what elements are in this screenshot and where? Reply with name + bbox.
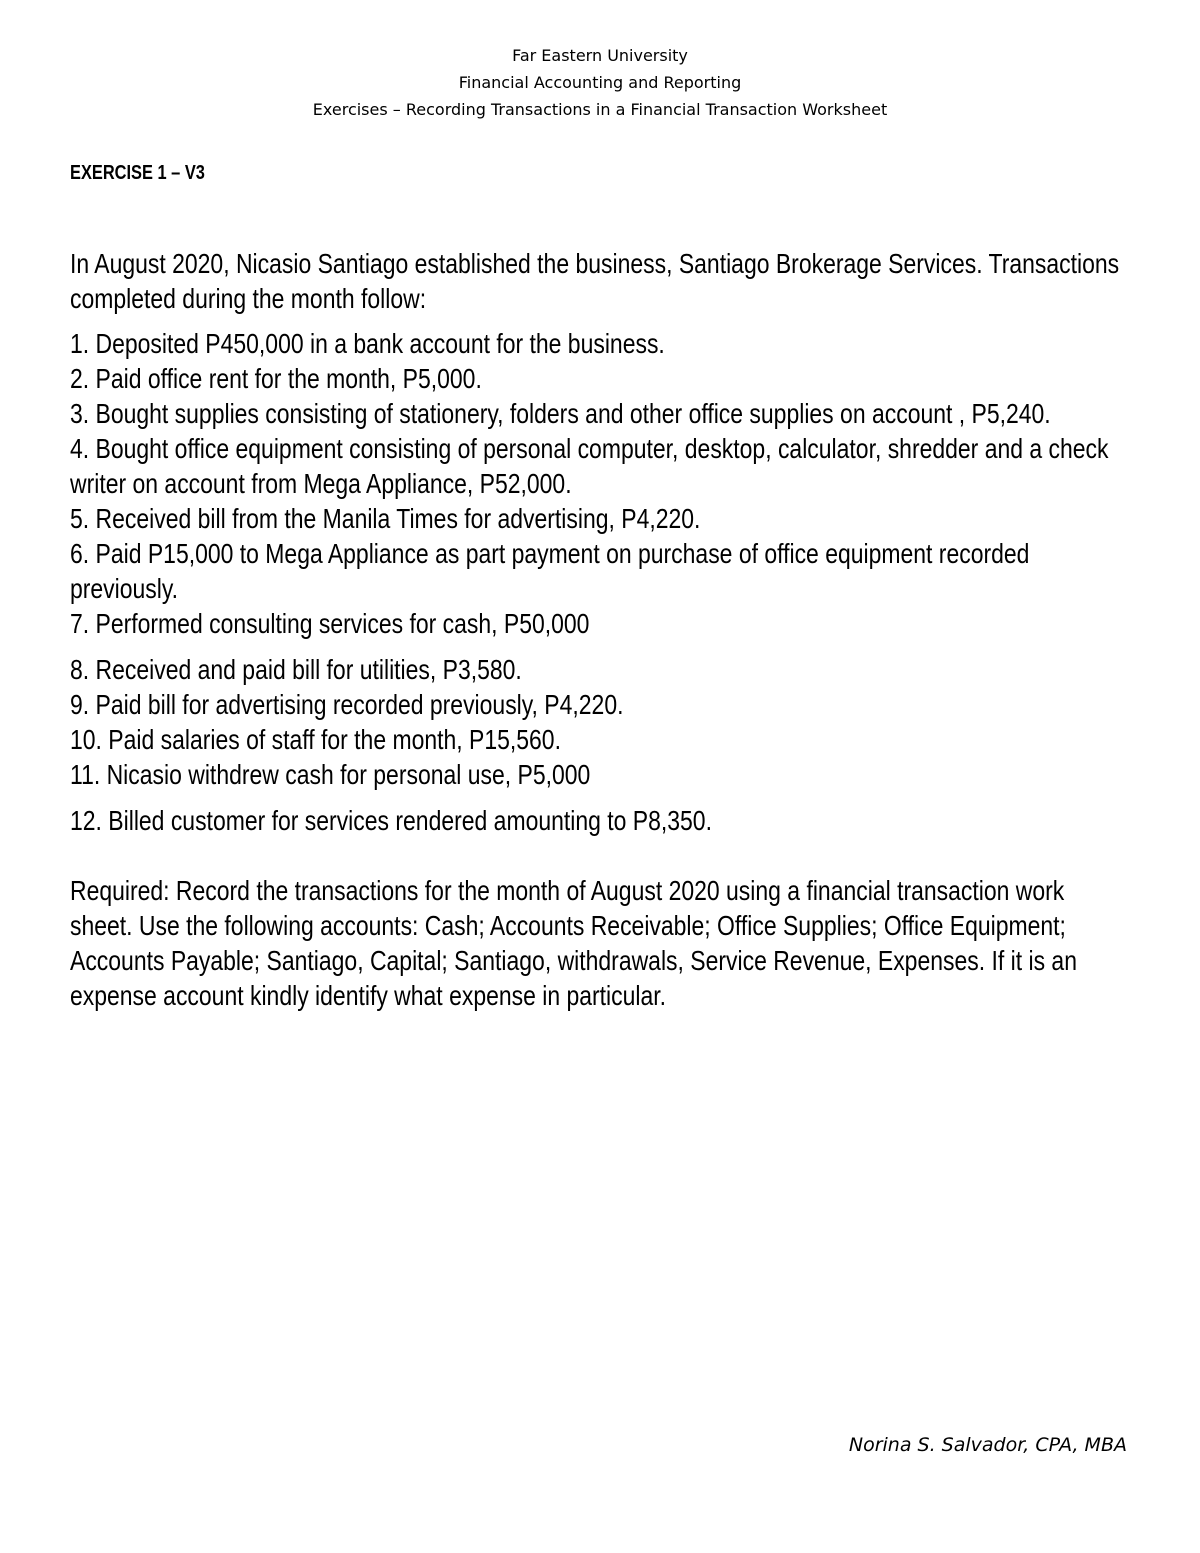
transaction-list — [70, 326, 1128, 838]
transaction-item-9: 9. Paid bill for advertising recorded previously, P4,220. — [70, 689, 624, 720]
document-header — [0, 42, 1200, 123]
transaction-item-12: 12. Billed customer for services rendered amounting to P8,350. — [70, 805, 712, 836]
transaction-item-6: 6. Paid P15,000 to Mega Appliance as part payment on purchase of office equipment recorded previously. — [70, 538, 1030, 604]
exercise-subtitle: Exercises – Recording Transactions in a Financial Transaction Worksheet — [312, 100, 888, 119]
transaction-item-11: 11. Nicasio withdrew cash for personal use, P5,000 — [70, 759, 591, 790]
exercise-title: EXERCISE 1 – V3 — [70, 162, 205, 184]
course-name: Financial Accounting and Reporting — [458, 73, 742, 92]
transaction-item-1: 1. Deposited P450,000 in a bank account for the business. — [70, 328, 665, 359]
transaction-item-3: 3. Bought supplies consisting of stationery, folders and other office supplies on account , P5,240. — [70, 398, 1051, 429]
transaction-item-4: 4. Bought office equipment consisting of personal computer, desktop, calculator, shredder and a check writer on account from Mega Appliance, P52,000. — [70, 433, 1109, 499]
transaction-item-7: 7. Performed consulting services for cash, P50,000 — [70, 608, 590, 639]
author-name: Norina S. Salvador, CPA, MBA — [848, 1434, 1127, 1456]
intro-paragraph: In August 2020, Nicasio Santiago established the business, Santiago Brokerage Services. Transactions completed during the month follow: — [70, 248, 1120, 314]
exercise-body — [70, 246, 1128, 1013]
transaction-item-8: 8. Received and paid bill for utilities, P3,580. — [70, 654, 522, 685]
required-paragraph: Required: Record the transactions for the month of August 2020 using a financial transaction work sheet. Use the following accounts: Cash; Accounts Receivable; Office Supplies; Office Equipment; Accounts Payable; Santiago, Capital; Santiago, withdrawals, Service Revenue, Expenses. If it is an expense account kindly identify what expense in particular. — [70, 875, 1077, 1011]
transaction-item-5: 5. Received bill from the Manila Times for advertising, P4,220. — [70, 503, 701, 534]
university-name: Far Eastern University — [512, 46, 688, 65]
transaction-item-10: 10. Paid salaries of staff for the month, P15,560. — [70, 724, 561, 755]
transaction-item-2: 2. Paid office rent for the month, P5,000. — [70, 363, 482, 394]
